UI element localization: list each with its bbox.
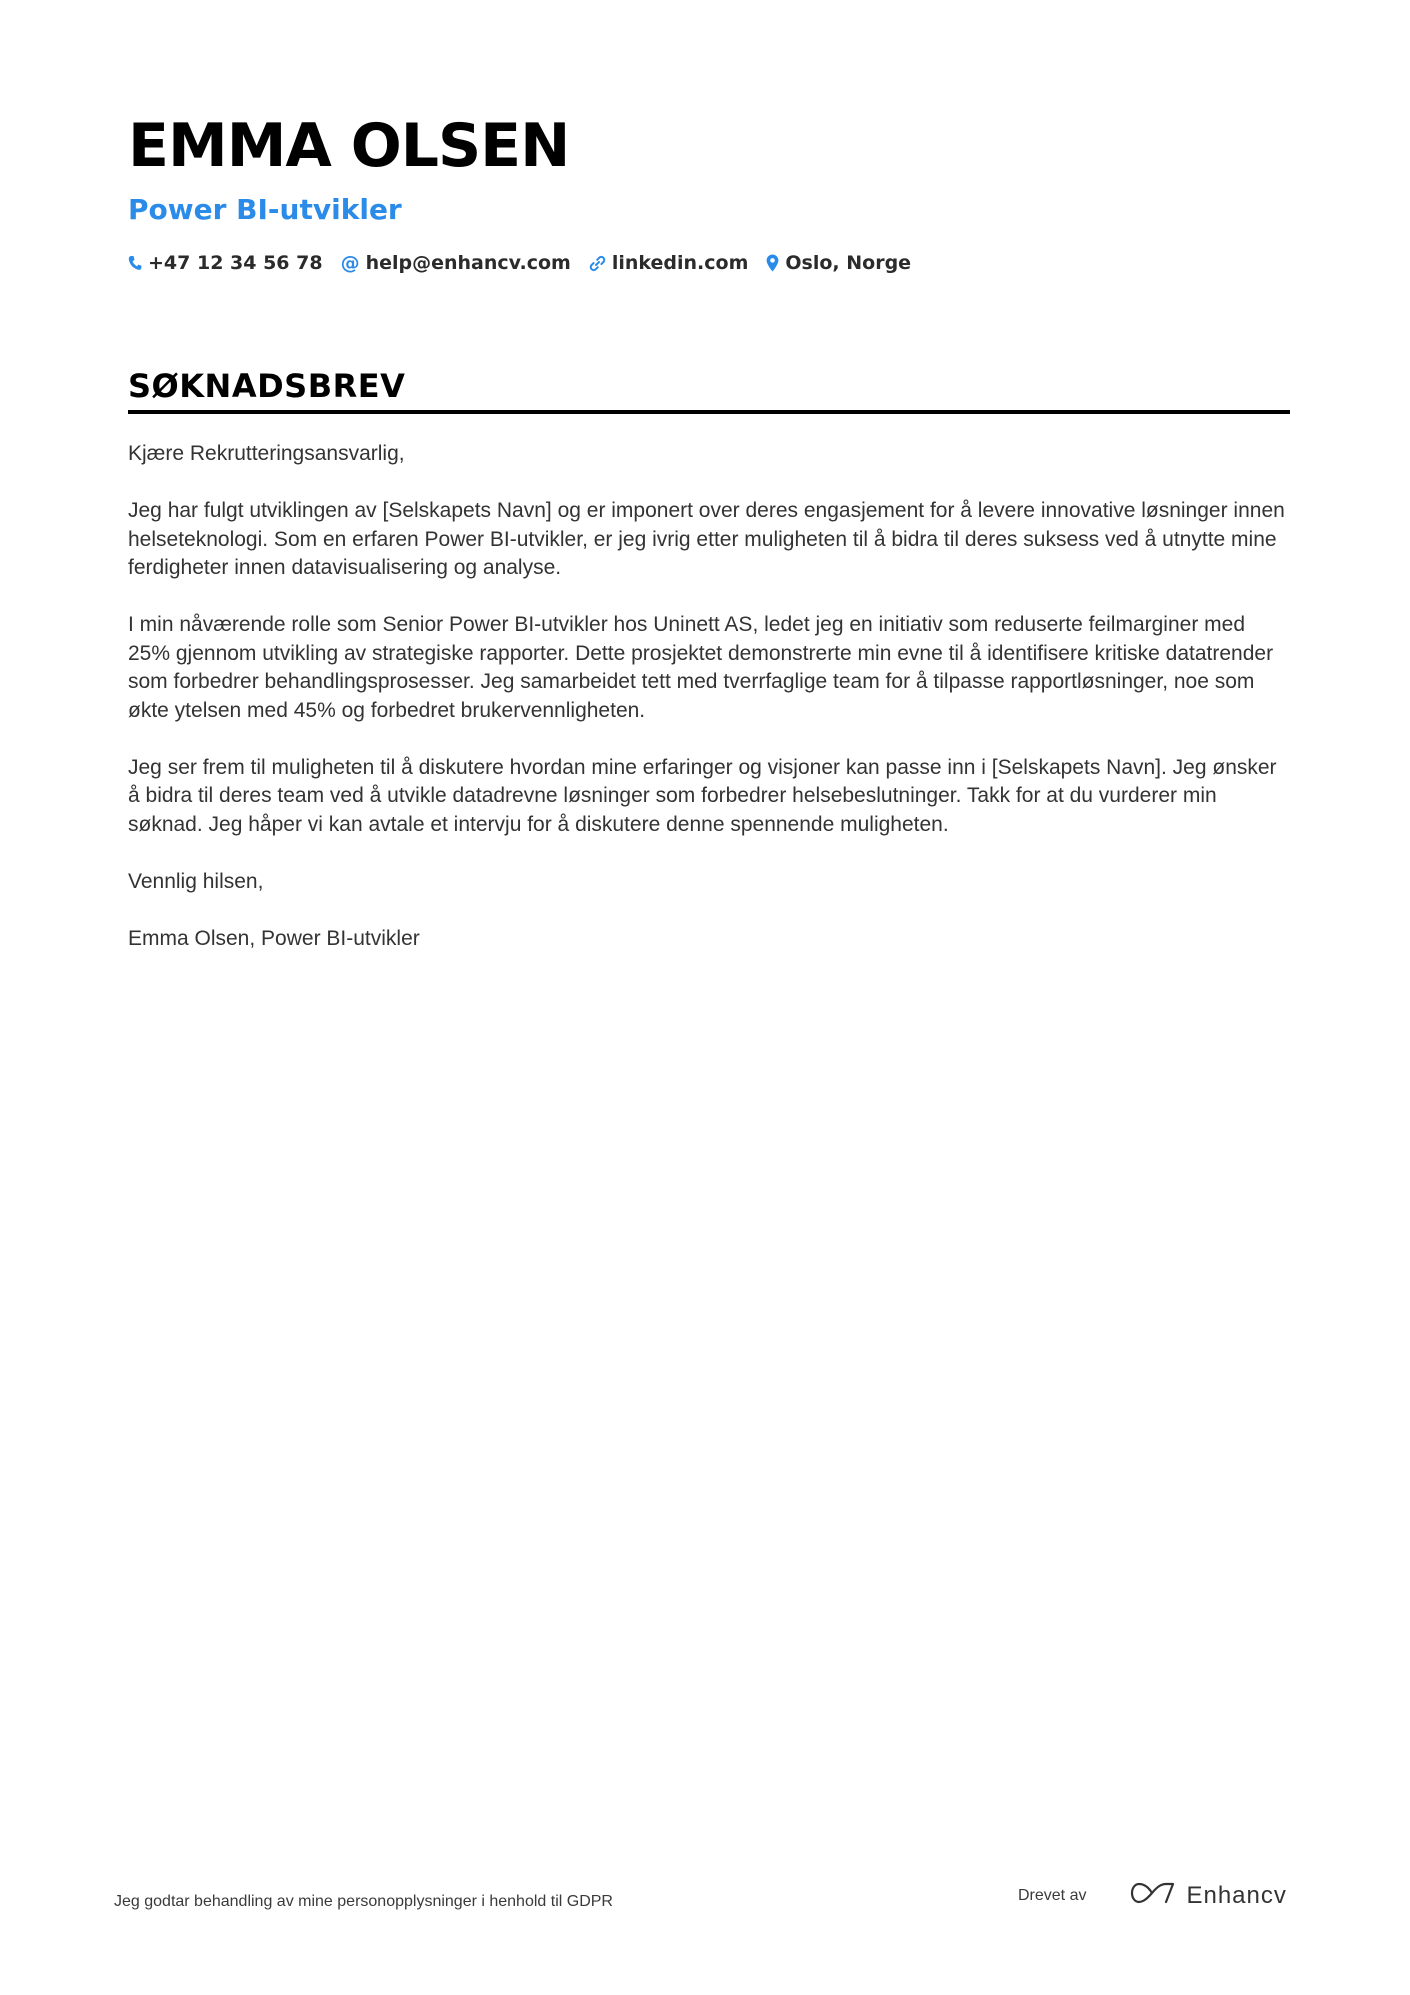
footer-branding: [1018, 1880, 1287, 1911]
section-divider: [128, 410, 1290, 414]
link-icon: [589, 255, 606, 272]
at-icon: @: [340, 252, 360, 274]
contact-email-text: help@enhancv.com: [365, 252, 571, 274]
candidate-role: Power BI-utvikler: [128, 193, 402, 226]
contact-email[interactable]: [341, 252, 571, 274]
contact-location: [766, 252, 911, 274]
letter-closing: Vennlig hilsen,: [128, 869, 264, 893]
powered-by-label: Drevet av: [1018, 1886, 1087, 1904]
enhancv-logo-icon: [1130, 1880, 1176, 1911]
letter-signature: Emma Olsen, Power BI-utvikler: [128, 926, 420, 950]
contact-linkedin-text: linkedin.com: [611, 252, 749, 274]
candidate-name: EMMA OLSEN: [128, 111, 570, 181]
contact-linkedin[interactable]: [589, 252, 749, 274]
section-title: SØKNADSBREV: [128, 367, 406, 405]
location-pin-icon: [766, 254, 779, 272]
letter-paragraph-3: Jeg ser frem til muligheten til å diskutere hvordan mine erfaringer og visjoner kan passe inn i [Selskapets Navn]. Jeg ønsker å bidra til deres team ved å utvikle datadrevne løsninger som forbedrer helsebeslutninger. Takk for at du vurderer min søknad. Jeg håper vi kan avtale et intervju for å diskutere denne spennende muligheten.: [128, 755, 1277, 836]
contact-phone: [128, 252, 323, 274]
contact-phone-text: +47 12 34 56 78: [148, 252, 323, 274]
letter-greeting: Kjære Rekrutteringsansvarlig,: [128, 442, 405, 465]
contact-row: [128, 252, 911, 274]
phone-icon: [128, 255, 142, 271]
letter-paragraph-2: I min nåværende rolle som Senior Power BI-utvikler hos Uninett AS, ledet jeg en initiativ som reduserte feilmarginer med 25% gjennom utvikling av strategiske rapporter. Dette prosjektet demonstrerte min evne til å identifisere kritiske datatrender som forbedrer behandlingsprosesser. Jeg samarbeidet tett med tverrfaglige team for å tilpasse rapportløsninger, noe som økte ytelsen med 45% og forbedret brukervennligheten.: [128, 613, 1274, 722]
letter-body: [128, 440, 1290, 982]
contact-location-text: Oslo, Norge: [785, 252, 912, 274]
gdpr-consent: Jeg godtar behandling av mine personopplysninger i henhold til GDPR: [114, 1893, 613, 1910]
letter-paragraph-1: Jeg har fulgt utviklingen av [Selskapets Navn] og er imponert over deres engasjement for å levere innovative løsninger innen helseteknologi. Som en erfaren Power BI-utvikler, er jeg ivrig etter muligheten til å bidra til deres suksess ved å utnytte mine ferdigheter innen datavisualisering og analyse.: [128, 499, 1285, 579]
enhancv-logo[interactable]: [1130, 1880, 1286, 1911]
enhancv-logo-text: Enhancv: [1186, 1881, 1287, 1909]
